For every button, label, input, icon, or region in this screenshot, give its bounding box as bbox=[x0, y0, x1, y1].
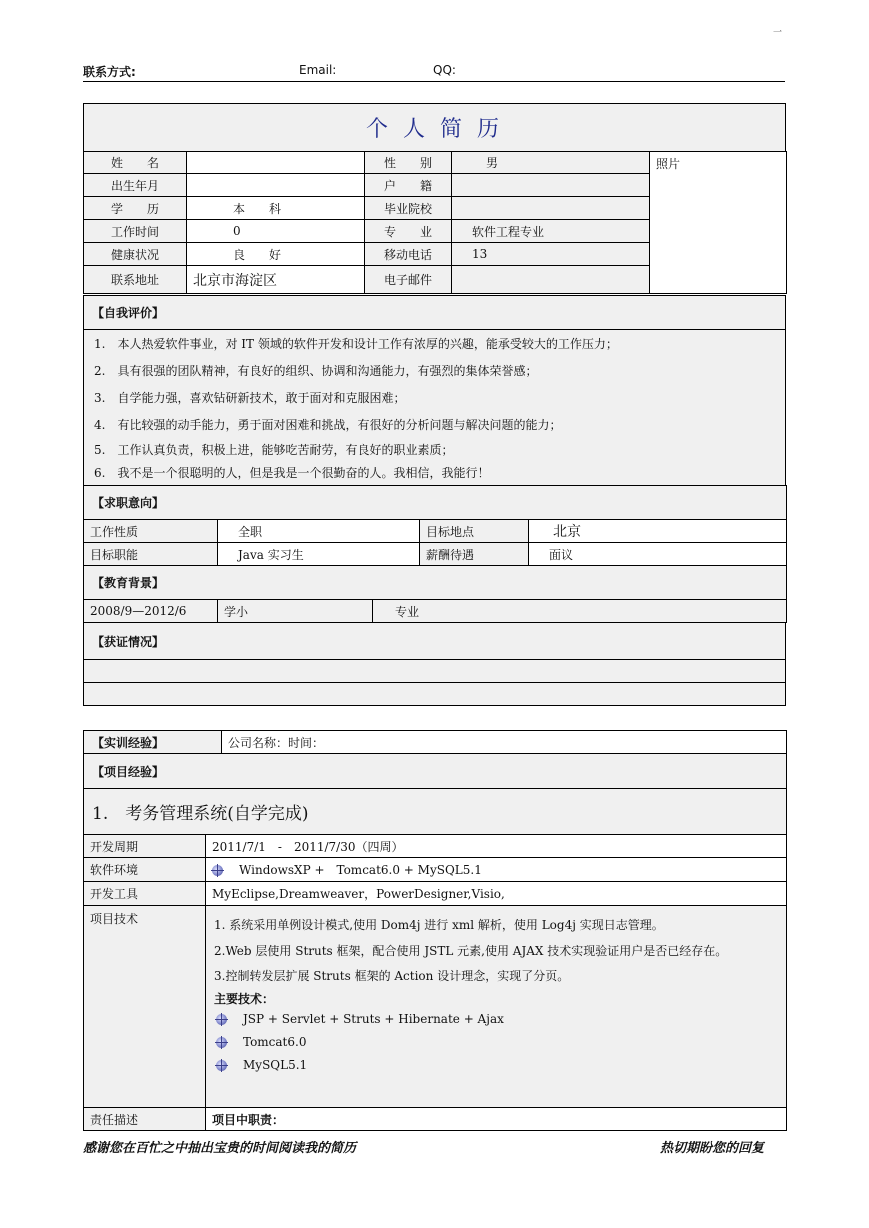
certs-table bbox=[83, 622, 786, 706]
tech-label: 项目技术 bbox=[84, 906, 206, 1108]
project-detail-table bbox=[83, 834, 787, 1131]
self-eval-item: 2. 具有很强的团队精神，有良好的组织、协调和沟通能力，有强烈的集体荣誉感； bbox=[94, 364, 538, 378]
position-label: 目标职能 bbox=[84, 543, 218, 566]
main-tech-label: 主要技术： bbox=[214, 992, 275, 1006]
school-label: 毕业院校 bbox=[365, 197, 452, 220]
contact-underline bbox=[83, 81, 785, 82]
location-value: 北京 bbox=[529, 520, 787, 543]
env-value: WindowsXP + Tomcat6.0 + MySQL5.1 bbox=[239, 863, 482, 877]
footer-left: 感谢您在百忙之中抽出宝贵的时间阅读我的简历 bbox=[83, 1141, 357, 1156]
page-number: 一 bbox=[773, 28, 783, 38]
position-value: Java 实习生 bbox=[218, 543, 420, 566]
projects-heading: 【项目经验】 bbox=[84, 754, 787, 789]
education-heading: 【教育背景】 bbox=[84, 566, 787, 600]
contact-label: 联系方式: bbox=[83, 65, 136, 79]
name-value bbox=[187, 152, 365, 174]
salary-label: 薪酬待遇 bbox=[420, 543, 529, 566]
qq-label: QQ: bbox=[433, 63, 456, 77]
tech-line: 1. 系统采用单例设计模式,使用 Dom4j 进行 xml 解析，使用 Log4j 实现日志管理。 bbox=[214, 918, 664, 932]
main-tech-item: Tomcat6.0 bbox=[216, 1035, 306, 1049]
title-table bbox=[83, 103, 786, 152]
photo-label: 照片 bbox=[656, 157, 681, 171]
training-heading: 【实训经验】 bbox=[84, 731, 222, 754]
basic-info-table bbox=[83, 151, 787, 294]
birth-value bbox=[187, 174, 365, 197]
main-tech-item: JSP + Servlet + Struts + Hibernate + Ajax bbox=[216, 1012, 504, 1026]
project-title: 1. 考务管理系统(自学完成) bbox=[84, 789, 787, 835]
duty-value: 项目中职责： bbox=[206, 1108, 787, 1131]
education-value: 本 科 bbox=[187, 197, 365, 220]
tools-label: 开发工具 bbox=[84, 882, 206, 906]
resume-title: 个 人 简 历 bbox=[84, 104, 786, 152]
health-value: 良 好 bbox=[187, 243, 365, 266]
photo-box bbox=[650, 152, 787, 294]
email-field-label: 电子邮件 bbox=[365, 266, 452, 294]
address-value: 北京市海淀区 bbox=[187, 266, 365, 294]
footer-right: 热切期盼您的回复 bbox=[660, 1141, 765, 1156]
globe-bullet-icon bbox=[216, 1037, 227, 1048]
job-type-label: 工作性质 bbox=[84, 520, 218, 543]
work-time-value: 0 bbox=[187, 220, 365, 243]
training-company-time: 公司名称：时间： bbox=[222, 731, 787, 754]
duty-label: 责任描述 bbox=[84, 1108, 206, 1131]
self-eval-body bbox=[84, 330, 786, 486]
email-label: Email: bbox=[299, 63, 337, 77]
birth-label: 出生年月 bbox=[84, 174, 187, 197]
certs-row bbox=[84, 683, 786, 706]
resume-block bbox=[83, 103, 786, 706]
globe-bullet-icon bbox=[216, 1014, 227, 1025]
gender-label: 性 别 bbox=[365, 152, 452, 174]
period-value: 2011/7/1 - 2011/7/30（四周） bbox=[206, 835, 787, 858]
hukou-value bbox=[452, 174, 650, 197]
work-time-label: 工作时间 bbox=[84, 220, 187, 243]
main-tech-item: MySQL5.1 bbox=[216, 1058, 307, 1072]
period-label: 开发周期 bbox=[84, 835, 206, 858]
major-label: 专 业 bbox=[365, 220, 452, 243]
intent-heading: 【求职意向】 bbox=[84, 486, 787, 520]
tech-body bbox=[206, 906, 787, 1108]
self-eval-item: 1. 本人热爱软件事业，对 IT 领域的软件开发和设计工作有浓厚的兴趣，能承受较大的工作压力； bbox=[94, 337, 618, 351]
intent-table bbox=[83, 485, 787, 566]
gender-value: 男 bbox=[452, 152, 650, 174]
mobile-label: 移动电话 bbox=[365, 243, 452, 266]
hukou-label: 户 籍 bbox=[365, 174, 452, 197]
self-eval-item: 3. 自学能力强，喜欢钻研新技术，敢于面对和克服困难； bbox=[94, 391, 406, 405]
certs-heading: 【获证情况】 bbox=[84, 623, 786, 660]
email-field-value bbox=[452, 266, 650, 294]
edu-major: 专业 bbox=[373, 600, 787, 623]
self-eval-heading: 【自我评价】 bbox=[84, 296, 786, 330]
env-label: 软件环境 bbox=[84, 858, 206, 882]
health-label: 健康状况 bbox=[84, 243, 187, 266]
job-type-value: 全职 bbox=[218, 520, 420, 543]
training-table bbox=[83, 730, 787, 835]
mobile-value: 13 bbox=[452, 243, 650, 266]
major-value: 软件工程专业 bbox=[452, 220, 650, 243]
self-eval-item: 5. 工作认真负责，积极上进，能够吃苦耐劳，有良好的职业素质； bbox=[94, 443, 454, 457]
school-value bbox=[452, 197, 650, 220]
tech-line: 3.控制转发层扩展 Struts 框架的 Action 设计理念，实现了分页。 bbox=[214, 969, 570, 983]
self-eval-item: 4. 有比较强的动手能力，勇于面对困难和挑战，有很好的分析问题与解决问题的能力； bbox=[94, 418, 562, 432]
tools-value: MyEclipse,Dreamweaver，PowerDesigner,Visio, bbox=[206, 882, 787, 906]
education-table bbox=[83, 565, 787, 623]
location-label: 目标地点 bbox=[420, 520, 529, 543]
globe-bullet-icon bbox=[212, 865, 223, 876]
env-value-cell bbox=[206, 858, 787, 882]
self-eval-item: 6. 我不是一个很聪明的人，但是我是一个很勤奋的人。我相信，我能行！ bbox=[94, 466, 490, 480]
self-eval-table bbox=[83, 295, 786, 486]
address-label: 联系地址 bbox=[84, 266, 187, 294]
name-label: 姓 名 bbox=[84, 152, 187, 174]
tech-line: 2.Web 层使用 Struts 框架，配合使用 JSTL 元素,使用 AJAX 技术实现验证用户是否已经存在。 bbox=[214, 944, 728, 958]
certs-row bbox=[84, 660, 786, 683]
edu-period: 2008/9—2012/6 bbox=[84, 600, 218, 623]
salary-value: 面议 bbox=[529, 543, 787, 566]
globe-bullet-icon bbox=[216, 1060, 227, 1071]
education-label: 学 历 bbox=[84, 197, 187, 220]
edu-school: 学小 bbox=[218, 600, 373, 623]
